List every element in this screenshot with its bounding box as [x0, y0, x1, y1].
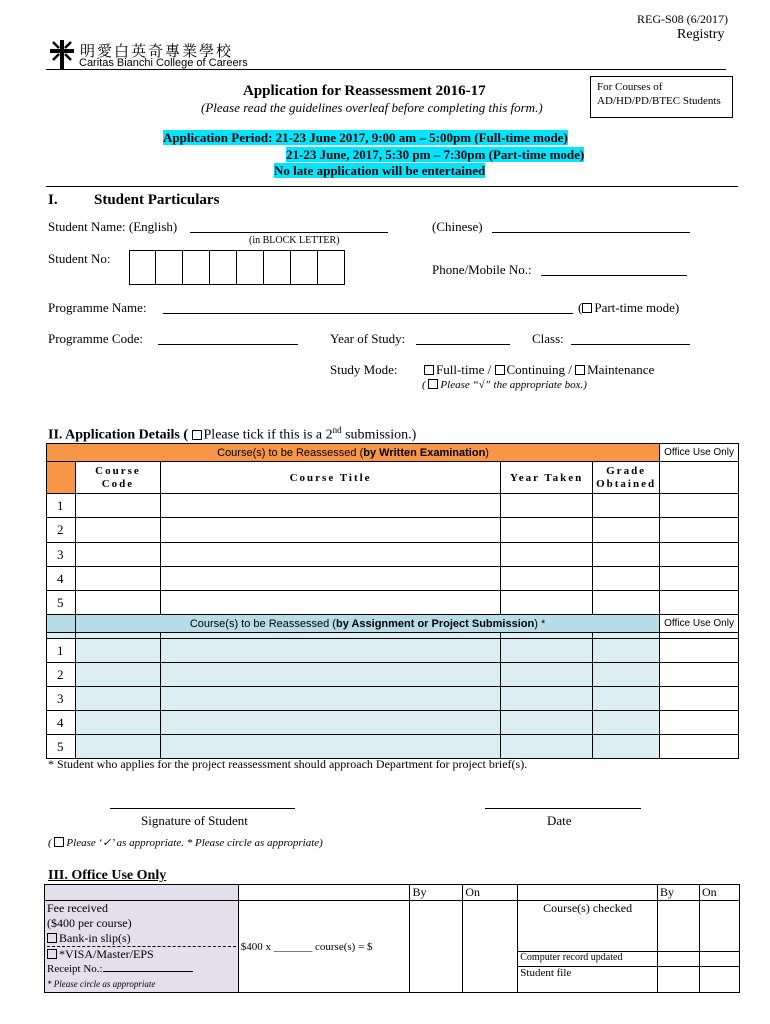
student-no-boxes[interactable]: [129, 250, 345, 285]
fee-per-course: ($400 per course): [47, 916, 132, 930]
row-number: 2: [47, 518, 76, 543]
block-letter-note: (in BLOCK LETTER): [249, 235, 340, 246]
course-code-cell[interactable]: [75, 591, 160, 615]
fee-calculation[interactable]: $400 x _______ course(s) = $: [238, 901, 410, 993]
student-name-chinese-field[interactable]: [492, 232, 690, 233]
grade-cell[interactable]: [593, 494, 660, 518]
visa-checkbox[interactable]: [47, 949, 57, 959]
registry-label: Registry: [677, 27, 725, 42]
grade-cell[interactable]: [593, 567, 660, 591]
course-title-cell[interactable]: [160, 591, 500, 615]
student-no-digit-box[interactable]: [264, 250, 291, 285]
form-code: REG-S08 (6/2017): [637, 12, 728, 26]
continuing-checkbox[interactable]: [495, 365, 505, 375]
part-time-mode-option[interactable]: ( Part-time mode): [578, 300, 680, 315]
course-code-cell[interactable]: [75, 687, 160, 711]
year-taken-cell[interactable]: [501, 711, 593, 735]
section-divider: [46, 186, 738, 187]
section3-title: III. Office Use Only: [48, 868, 167, 883]
student-no-digit-box[interactable]: [237, 250, 264, 285]
year-taken-cell[interactable]: [501, 663, 593, 687]
bank-in-option[interactable]: Bank-in slip(s): [47, 931, 236, 947]
part-time-checkbox[interactable]: [582, 303, 592, 313]
course-type-line2: AD/HD/PD/BTEC Students: [597, 95, 721, 107]
grade-cell[interactable]: [593, 639, 660, 663]
project-footnote: * Student who applies for the project reassessment should approach Department for project brief(s).: [48, 757, 528, 771]
row-number: 1: [47, 494, 76, 518]
course-title-cell[interactable]: [160, 663, 500, 687]
student-no-digit-box[interactable]: [210, 250, 237, 285]
course-code-cell[interactable]: [75, 543, 160, 567]
programme-code-field[interactable]: [158, 344, 298, 345]
class-field[interactable]: [571, 344, 690, 345]
application-period-line2: 21-23 June, 2017, 5:30 pm – 7:30pm (Part-time mode): [286, 147, 585, 162]
course-title-cell[interactable]: [160, 687, 500, 711]
office-use-cell: [660, 518, 739, 543]
course-title-cell[interactable]: [160, 494, 500, 518]
grade-cell[interactable]: [593, 735, 660, 759]
application-period-line1: Application Period: 21-23 June 2017, 9:00 am – 5:00pm (Full-time mode): [163, 130, 568, 145]
course-title-cell[interactable]: [160, 711, 500, 735]
programme-name-label: Programme Name:: [48, 300, 147, 315]
course-code-cell[interactable]: [75, 639, 160, 663]
by-header: By: [410, 885, 463, 901]
grade-cell[interactable]: [593, 663, 660, 687]
course-type-box: [590, 76, 733, 118]
assignment-header: Course(s) to be Reassessed (by Assignment or Project Submission) *: [75, 615, 659, 633]
written-exam-table: [46, 443, 739, 759]
office-use-cell: [660, 711, 739, 735]
student-name-chinese-label: (Chinese): [432, 219, 483, 234]
student-no-digit-box[interactable]: [291, 250, 318, 285]
full-time-option[interactable]: Full-time /: [424, 362, 491, 377]
second-submission-checkbox[interactable]: [192, 430, 202, 440]
maintenance-checkbox[interactable]: [575, 365, 585, 375]
course-title-cell[interactable]: [160, 518, 500, 543]
no-late-notice: No late application will be entertained: [274, 163, 486, 178]
programme-code-label: Programme Code:: [48, 331, 143, 346]
student-file-label: Student file: [518, 967, 658, 993]
grade-cell[interactable]: [593, 687, 660, 711]
study-mode-options: [424, 362, 654, 378]
student-name-english-label: Student Name: (English): [48, 219, 178, 234]
course-code-cell[interactable]: [75, 735, 160, 759]
office-use-cell: [660, 543, 739, 567]
office-use-table: [44, 884, 740, 993]
year-taken-cell[interactable]: [501, 687, 593, 711]
grade-obtained-header: Grade Obtained: [593, 462, 660, 494]
row-number: 4: [47, 567, 76, 591]
section1-title: Student Particulars: [94, 192, 220, 208]
year-taken-cell[interactable]: [501, 518, 593, 543]
computer-record-label: Computer record updated: [518, 952, 658, 967]
row-number: 5: [47, 591, 76, 615]
course-code-cell[interactable]: [75, 711, 160, 735]
row-number-header: [47, 462, 76, 494]
office-use-cell: [660, 494, 739, 518]
course-code-cell[interactable]: [75, 494, 160, 518]
written-exam-header: Course(s) to be Reassessed (by Written Examination): [47, 444, 660, 462]
office-use-header: Office Use Only: [660, 444, 739, 462]
on-header: On: [463, 885, 518, 901]
phone-label: Phone/Mobile No.:: [432, 262, 532, 277]
courses-checked-label: Course(s) checked: [518, 901, 658, 952]
office-use-cell: [660, 687, 739, 711]
form-title: Application for Reassessment 2016-17: [243, 83, 486, 99]
student-signature-line[interactable]: [110, 808, 295, 809]
fee-received-cell: [45, 901, 239, 993]
row-number: 5: [47, 735, 76, 759]
student-no-label: Student No:: [48, 251, 111, 266]
grade-cell[interactable]: [593, 518, 660, 543]
office-use-cell: [660, 639, 739, 663]
row-number: 3: [47, 687, 76, 711]
row-number: 3: [47, 543, 76, 567]
office-use-cell: [660, 591, 739, 615]
course-type-line1: For Courses of: [597, 81, 663, 93]
course-title-cell[interactable]: [160, 567, 500, 591]
header-rule: [46, 69, 726, 70]
grade-cell[interactable]: [593, 591, 660, 615]
fee-received-label: Fee received: [47, 901, 108, 915]
tick-instruction: ( Please “√” the appropriate box.): [422, 379, 587, 391]
course-title-header: Course Title: [160, 462, 500, 494]
office-use-cell: [660, 462, 739, 494]
course-title-cell[interactable]: [160, 735, 500, 759]
visa-option[interactable]: *VISA/Master/EPS: [47, 947, 236, 962]
tick-circle-note: ( Please ‘✓’ as appropriate. * Please circle as appropriate): [48, 837, 323, 849]
by-header: By: [658, 885, 700, 901]
year-taken-cell[interactable]: [501, 639, 593, 663]
class-label: Class:: [532, 331, 564, 346]
year-of-study-label: Year of Study:: [330, 331, 406, 346]
office-use-header: Office Use Only: [660, 615, 739, 633]
year-taken-cell[interactable]: [501, 494, 593, 518]
student-no-digit-box[interactable]: [156, 250, 183, 285]
course-code-cell[interactable]: [75, 567, 160, 591]
year-taken-cell[interactable]: [501, 735, 593, 759]
section2-heading: II. Application Details ( Please tick if this is a 2nd submission.): [48, 425, 417, 443]
form-subtitle: (Please read the guidelines overleaf before completing this form.): [201, 100, 543, 115]
grade-cell[interactable]: [593, 711, 660, 735]
bank-in-checkbox[interactable]: [47, 933, 57, 943]
student-no-digit-box[interactable]: [183, 250, 210, 285]
student-no-digit-box[interactable]: [318, 250, 345, 285]
course-title-cell[interactable]: [160, 543, 500, 567]
programme-name-field[interactable]: [163, 313, 573, 314]
course-title-cell[interactable]: [160, 639, 500, 663]
college-english-name: Caritas Bianchi College of Careers: [79, 57, 248, 69]
year-taken-cell[interactable]: [501, 543, 593, 567]
student-name-english-field[interactable]: [190, 232, 388, 233]
year-taken-cell[interactable]: [501, 591, 593, 615]
row-number: 1: [47, 639, 76, 663]
office-use-cell: [660, 663, 739, 687]
year-taken-header: Year Taken: [501, 462, 593, 494]
section1-number: I.: [48, 192, 58, 208]
continuing-option[interactable]: Continuing /: [495, 362, 572, 377]
course-code-cell[interactable]: [75, 518, 160, 543]
student-no-digit-box[interactable]: [129, 250, 156, 285]
row-number: 2: [47, 663, 76, 687]
office-use-cell: [660, 567, 739, 591]
year-of-study-field[interactable]: [416, 344, 510, 345]
course-code-cell[interactable]: [75, 663, 160, 687]
year-taken-cell[interactable]: [501, 567, 593, 591]
row-number: 4: [47, 711, 76, 735]
date-line[interactable]: [485, 808, 641, 809]
course-code-header: Course Code: [75, 462, 160, 494]
student-signature-label: Signature of Student: [141, 813, 248, 828]
grade-cell[interactable]: [593, 543, 660, 567]
date-label: Date: [547, 813, 572, 828]
circle-note: * Please circle as appropriate: [47, 979, 156, 989]
study-mode-label: Study Mode:: [330, 362, 398, 377]
office-use-cell: [660, 735, 739, 759]
full-time-checkbox[interactable]: [424, 365, 434, 375]
receipt-no[interactable]: Receipt No.:: [47, 962, 236, 977]
on-header: On: [699, 885, 739, 901]
phone-field[interactable]: [541, 275, 687, 276]
maintenance-option[interactable]: Maintenance: [575, 362, 654, 377]
college-chinese-name: 明愛白英奇專業學校: [80, 42, 234, 60]
